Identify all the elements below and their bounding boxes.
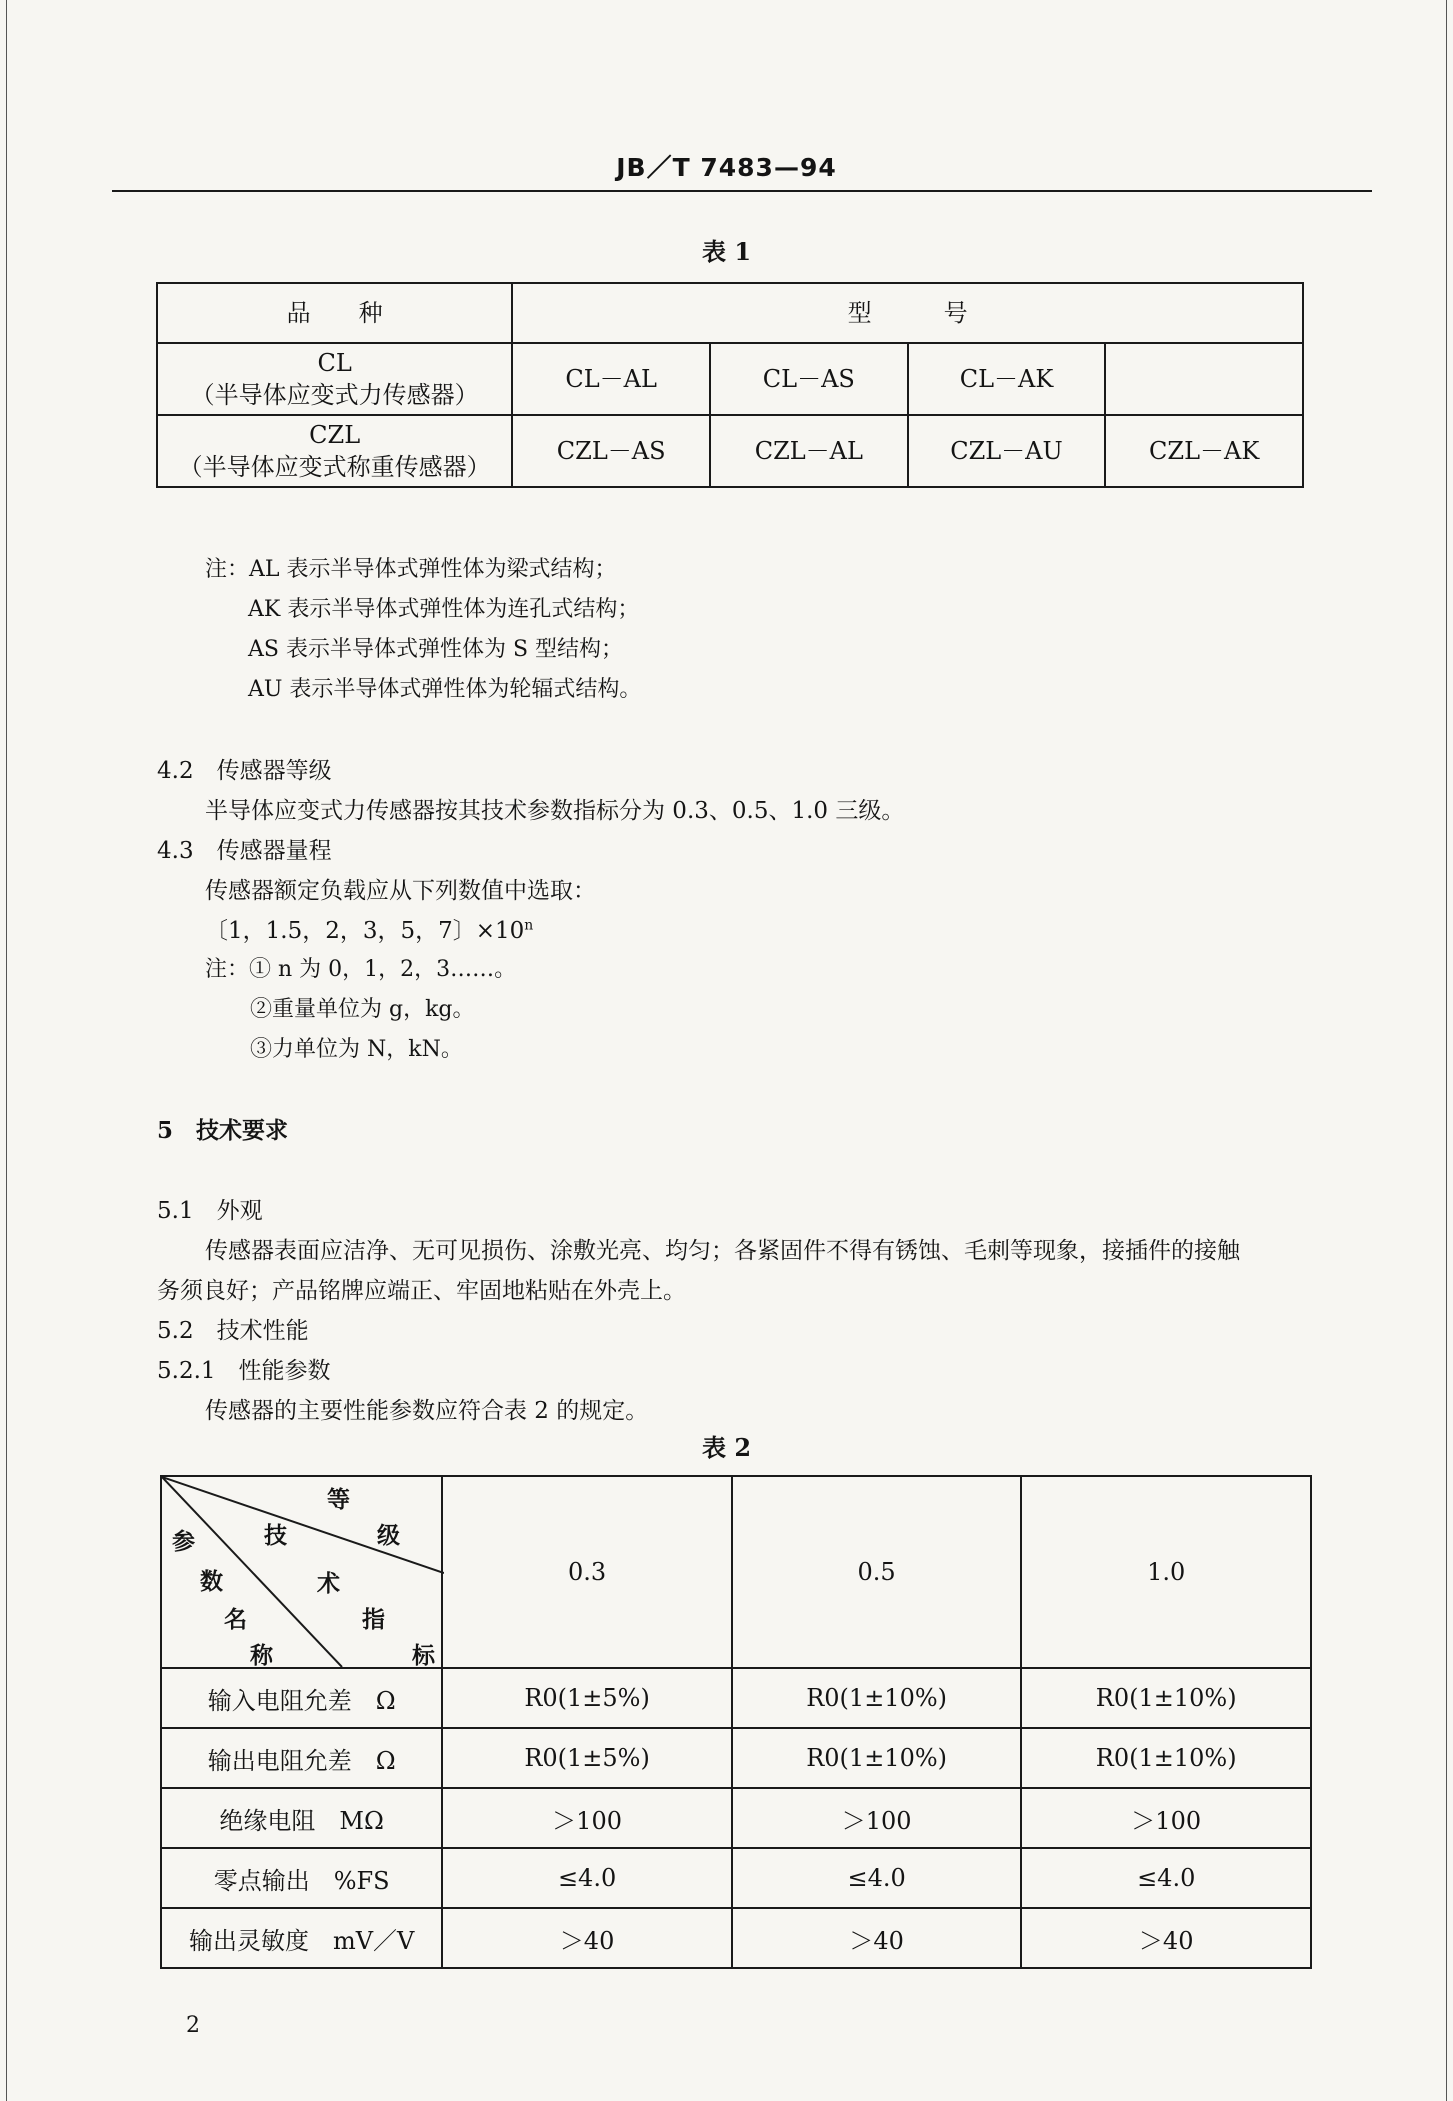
variety-name: CL [317,349,352,377]
diag-shu2: 术 [317,1570,340,1597]
value-cell: ＞100 [1021,1788,1311,1848]
value-cell: R0(1±5%) [442,1668,732,1728]
diag-biao: 标 [412,1642,435,1669]
table-row [161,1848,1311,1908]
model-cell: CL－AS [710,343,908,415]
value-cell: R0(1±10%) [1021,1728,1311,1788]
model-cell: CZL－AK [1105,415,1303,487]
diag-shu: 数 [200,1568,223,1595]
model-cell: CL－AK [908,343,1106,415]
grade-header: 0.3 [442,1476,732,1668]
section-5-1-line1: 传感器表面应洁净、无可见损伤、涂敷光亮、均匀；各紧固件不得有锈蚀、毛刺等现象，接插件的接触 [205,1238,1240,1264]
section-4-3-text: 传感器额定负载应从下列数值中选取： [205,878,596,904]
diag-ming: 名 [224,1606,247,1633]
note-as: AS 表示半导体式弹性体为 S 型结构； [248,637,624,662]
variety-name: CZL [309,421,361,449]
value-cell: ＞100 [442,1788,732,1848]
model-cell: CZL－AS [512,415,710,487]
note-au: AU 表示半导体式弹性体为轮辐式结构。 [248,677,642,702]
param-cell: 输入电阻允差 Ω [161,1668,442,1728]
table1-header-model: 型 号 [512,283,1303,343]
note-ak: AK 表示半导体式弹性体为连孔式结构； [248,597,640,622]
range-values: 〔1，1.5，2，3，5，7〕$\times 10^n$ [205,917,534,944]
section-4-2-text: 半导体应变式力传感器按其技术参数指标分为 0.3、0.5、1.0 三级。 [205,798,905,824]
diag-ji: 级 [377,1522,400,1549]
table-row [161,1908,1311,1968]
diag-ji2: 技 [264,1522,287,1549]
standard-code: JB／T 7483—94 [616,153,837,182]
section-5-2-1-text: 传感器的主要性能参数应符合表 2 的规定。 [205,1398,649,1424]
page-frame-right [1446,0,1447,2101]
section-5-1-heading: 5.1 外观 [157,1198,263,1224]
value-cell: ≤4.0 [732,1848,1022,1908]
page-number: 2 [186,2013,200,2038]
table-row [157,343,1303,415]
model-cell: CZL－AU [908,415,1106,487]
range-note-1: 注：① n 为 0，1，2，3……。 [205,957,517,982]
value-cell: ＞40 [1021,1908,1311,1968]
param-cell: 零点输出 %FS [161,1848,442,1908]
value-cell: R0(1±10%) [1021,1668,1311,1728]
grade-header: 0.5 [732,1476,1022,1668]
note-al: 注：AL 表示半导体式弹性体为梁式结构； [205,557,617,582]
table-row [161,1788,1311,1848]
range-note-3: ③力单位为 N，kN。 [250,1037,463,1062]
page-frame-left [6,0,7,2101]
param-cell: 输出灵敏度 mV／V [161,1908,442,1968]
variety-cell [157,343,512,415]
variety-desc: （半导体应变式力传感器） [190,381,479,409]
section-5-1-line2: 务须良好；产品铭牌应端正、牢固地粘贴在外壳上。 [157,1278,686,1304]
diag-deng: 等 [327,1486,350,1513]
model-cell: CZL－AL [710,415,908,487]
section-4-2-heading: 4.2 传感器等级 [157,758,332,784]
section-5-2-1-heading: 5.2.1 性能参数 [157,1358,331,1384]
variety-desc: （半导体应变式称重传感器） [178,453,491,481]
value-cell: ＞100 [732,1788,1022,1848]
table1-header-variety: 品 种 [157,283,512,343]
diag-can: 参 [172,1528,195,1555]
value-cell: R0(1±10%) [732,1728,1022,1788]
param-cell: 输出电阻允差 Ω [161,1728,442,1788]
section-5-2-heading: 5.2 技术性能 [157,1318,309,1344]
table1-caption: 表 1 [701,237,752,266]
diag-zhi: 指 [362,1606,385,1633]
param-cell: 绝缘电阻 MΩ [161,1788,442,1848]
table-row [157,415,1303,487]
model-cell [1105,343,1303,415]
model-cell: CL－AL [512,343,710,415]
table2 [160,1475,1312,1969]
variety-cell [157,415,512,487]
table-row [161,1728,1311,1788]
range-note-2: ②重量单位为 g，kg。 [250,997,475,1022]
grade-header: 1.0 [1021,1476,1311,1668]
table-row [161,1668,1311,1728]
table1 [156,282,1304,488]
section-5-heading: 5 技术要求 [157,1117,289,1144]
value-cell: R0(1±10%) [732,1668,1022,1728]
value-cell: ≤4.0 [442,1848,732,1908]
value-cell: ＞40 [442,1908,732,1968]
diagonal-header-cell [161,1476,442,1668]
section-4-3-heading: 4.3 传感器量程 [157,838,332,864]
value-cell: R0(1±5%) [442,1728,732,1788]
header-rule [112,190,1372,192]
table2-caption: 表 2 [701,1433,752,1462]
value-cell: ≤4.0 [1021,1848,1311,1908]
diag-cheng: 称 [250,1642,273,1669]
value-cell: ＞40 [732,1908,1022,1968]
